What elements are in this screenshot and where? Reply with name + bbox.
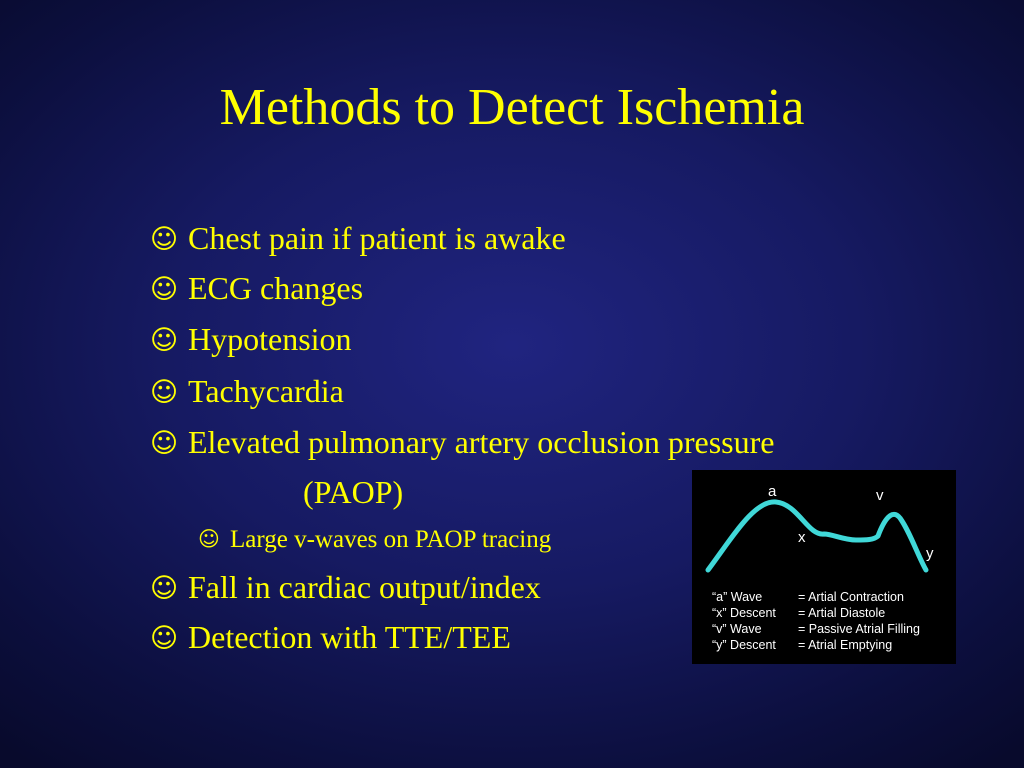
wave-label-a: a: [768, 483, 777, 500]
legend-row-v-wave: [712, 622, 920, 636]
pressure-waveform-line: [708, 502, 926, 570]
smiley-face-icon: ☺: [198, 527, 220, 551]
legend-meaning: = Passive Atrial Filling: [798, 622, 920, 636]
legend-meaning: = Atrial Emptying: [798, 638, 893, 652]
bullet-text: Tachycardia: [188, 373, 344, 409]
smiley-face-icon: ☺: [150, 573, 179, 604]
legend-meaning: = Artial Contraction: [798, 590, 904, 604]
bullet-tachycardia: [150, 371, 344, 413]
bullet-tte-tee: [150, 617, 511, 659]
sub-bullet-large-v-waves: [198, 523, 551, 556]
smiley-face-icon: ☺: [150, 325, 179, 356]
bullet-text: Detection with TTE/TEE: [188, 619, 511, 655]
bullet-elevated-paop: [150, 422, 774, 464]
smiley-face-icon: ☺: [150, 274, 179, 305]
bullet-text: ECG changes: [188, 270, 364, 306]
smiley-face-icon: ☺: [150, 377, 179, 408]
smiley-face-icon: ☺: [150, 428, 179, 459]
wave-label-x: x: [798, 529, 806, 546]
bullet-text: Fall in cardiac output/index: [188, 569, 541, 605]
slide-title: Methods to Detect Ischemia: [219, 79, 805, 136]
smiley-face-icon: ☺: [150, 623, 179, 654]
legend-row-y-descent: [712, 638, 892, 652]
legend-term: “a” Wave: [712, 590, 763, 604]
smiley-face-icon: ☺: [150, 224, 179, 255]
bullet-text: Chest pain if patient is awake: [188, 220, 566, 256]
legend-term: “x” Descent: [712, 606, 776, 620]
legend-row-x-descent: [712, 606, 885, 620]
bullet-text: Large v-waves on PAOP tracing: [230, 526, 552, 553]
legend-term: “v” Wave: [712, 622, 762, 636]
bullet-cardiac-output: [150, 567, 541, 609]
bullet-text: Elevated pulmonary artery occlusion pressure: [188, 424, 775, 460]
legend-meaning: = Artial Diastole: [798, 606, 886, 620]
bullet-hypotension: [150, 319, 352, 361]
bullet-ecg-changes: [150, 268, 363, 310]
bullet-chest-pain: [150, 218, 566, 260]
bullet-paop-continuation: (PAOP): [303, 474, 404, 510]
bullet-text: Hypotension: [188, 321, 352, 357]
wave-label-v: v: [876, 487, 884, 504]
legend-row-a-wave: [712, 590, 904, 604]
wave-label-y: y: [926, 545, 934, 562]
paop-waveform-diagram: [692, 470, 956, 664]
legend-term: “y” Descent: [712, 638, 776, 652]
